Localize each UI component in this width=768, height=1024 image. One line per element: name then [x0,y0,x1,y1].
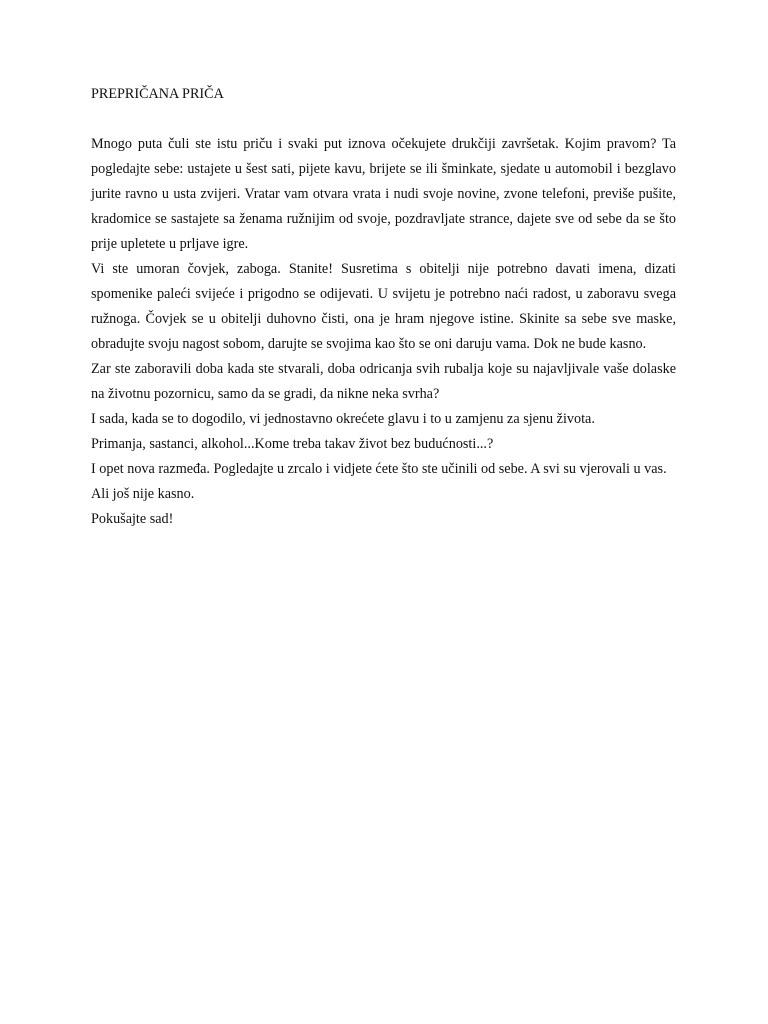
document-title: PREPRIČANA PRIČA [91,86,224,102]
paragraph: Pokušajte sad! [91,511,174,527]
paragraph: I opet nova razmeđa. Pogledajte u zrcalo i vidjete ćete što ste učinili od sebe. A svi su vjerovali u vas. [91,461,667,477]
paragraph: I sada, kada se to dogodilo, vi jednostavno okrećete glavu i to u zamjenu za sjenu života. [91,411,595,427]
paragraph: Mnogo puta čuli ste istu priču i svaki put iznova očekujete drukčiji završetak. Kojim pravom? Ta pogledajte sebe: ustajete u šest sati, pijete kavu, brijete se ili šminkate, sjedate u automobil i bezglavo jurite ravno u usta zvijeri. Vratar vam otvara vrata i nudi svoje novine, zvone telefoni, previše pušite, kradomice se sastajete sa ženama ružnijim od svoje, pozdravljate strance, dajete sve od sebe da se što prije upletete u prljave igre. [91,136,676,252]
paragraph: Primanja, sastanci, alkohol...Kome treba takav život bez budućnosti...? [91,436,494,452]
paragraph: Zar ste zaboravili doba kada ste stvarali, doba odricanja svih rubalja koje su najavljivale vaše dolaske na životnu pozornicu, samo da se gradi, da nikne neka svrha? [91,361,676,402]
paragraph: Ali još nije kasno. [91,486,195,502]
paragraph: Vi ste umoran čovjek, zaboga. Stanite! Susretima s obitelji nije potrebno davati imena, dizati spomenike paleći svijeće i prigodno se odijevati. U svijetu je potrebno naći radost, u zaboravu svega ružnoga. Čovjek se u obitelji duhovno čisti, ona je hram njegove istine. Skinite sa sebe sve maske, obradujte svoju nagost sobom, darujte se svojima kao što se oni daruju vama. Dok ne bude kasno. [91,261,676,352]
document-body [91,82,676,532]
